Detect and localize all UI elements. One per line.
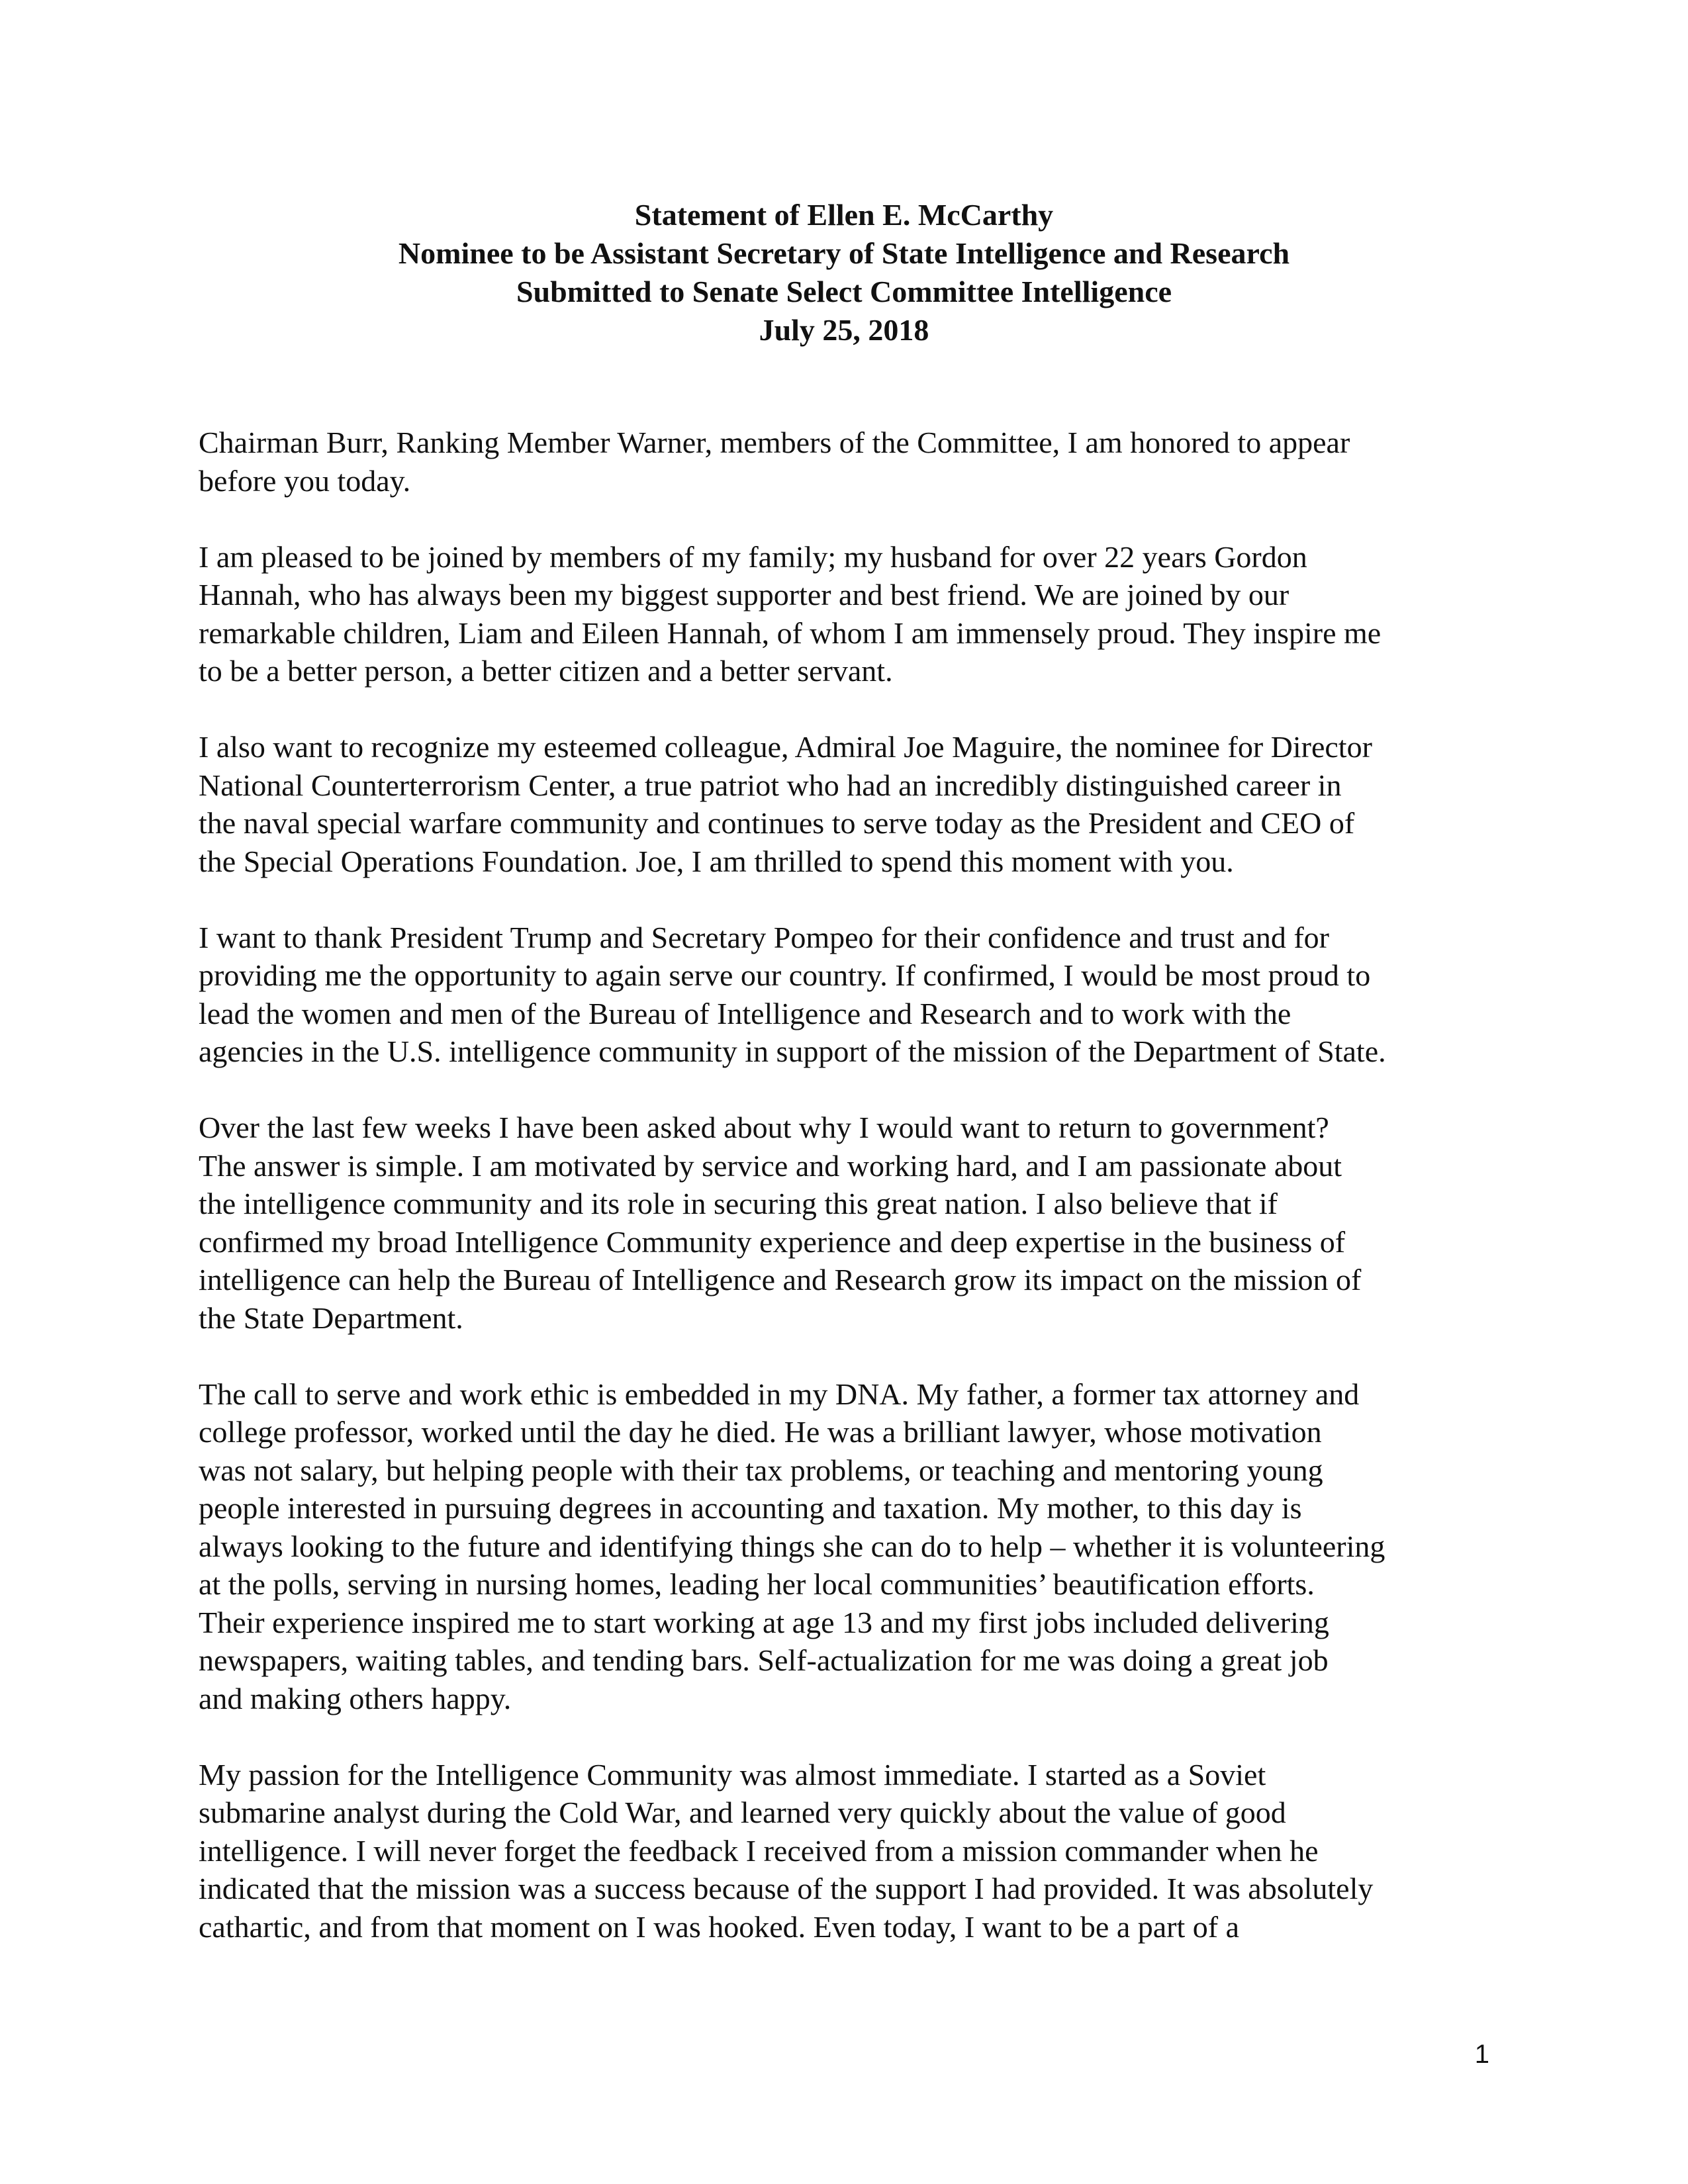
text-line: the intelligence community and its role in securing this great nation. I also believe that if	[199, 1187, 1278, 1220]
text-line: the Special Operations Foundation. Joe, I am thrilled to spend this moment with you.	[199, 844, 1234, 878]
text-line: remarkable children, Liam and Eileen Hannah, of whom I am immensely proud. They inspire me	[199, 615, 1382, 650]
text-line: Hannah, who has always been my biggest supporter and best friend. We are joined by our	[199, 578, 1289, 612]
text-line: intelligence. I will never forget the feedback I received from a mission commander when he	[199, 1833, 1319, 1868]
paragraph-work-ethic	[199, 1375, 1489, 1718]
text-line: I also want to recognize my esteemed colleague, Admiral Joe Maguire, the nominee for Director	[199, 730, 1372, 764]
paragraph-opening	[199, 424, 1489, 500]
text-line: indicated that the mission was a success because of the support I had provided. It was absolutely	[199, 1872, 1374, 1905]
header-title: Statement of Ellen E. McCarthy	[634, 198, 1054, 232]
text-line: The call to serve and work ethic is embedded in my DNA. My father, a former tax attorney and	[199, 1377, 1360, 1411]
text-line: people interested in pursuing degrees in accounting and taxation. My mother, to this day is	[199, 1491, 1302, 1525]
text-line: Chairman Burr, Ranking Member Warner, members of the Committee, I am honored to appear	[199, 426, 1350, 459]
text-line: always looking to the future and identifying things she can do to help – whether it is volunteering	[199, 1529, 1385, 1563]
paragraph-passion	[199, 1756, 1489, 1946]
text-line: before you today.	[199, 463, 411, 498]
text-line: the naval special warfare community and continues to serve today as the President and CEO of	[199, 806, 1355, 840]
text-line: and making others happy.	[199, 1681, 512, 1715]
paragraph-motivation	[199, 1109, 1489, 1337]
text-line: at the polls, serving in nursing homes, leading her local communities’ beautification efforts.	[199, 1567, 1315, 1601]
header-nominee-line: Nominee to be Assistant Secretary of State Intelligence and Research	[398, 236, 1290, 270]
page-number: 1	[1474, 2040, 1489, 2069]
text-line: lead the women and men of the Bureau of Intelligence and Research and to work with the	[199, 996, 1291, 1030]
text-line: providing me the opportunity to again serve our country. If confirmed, I would be most proud to	[199, 958, 1371, 992]
text-line: college professor, worked until the day he died. He was a brilliant lawyer, whose motivation	[199, 1415, 1322, 1449]
text-line: newspapers, waiting tables, and tending bars. Self-actualization for me was doing a great job	[199, 1643, 1329, 1677]
text-line: confirmed my broad Intelligence Community experience and deep expertise in the business of	[199, 1224, 1346, 1259]
text-line: agencies in the U.S. intelligence community in support of the mission of the Department of State.	[199, 1034, 1386, 1068]
paragraph-thanks	[199, 919, 1489, 1071]
text-line: National Counterterrorism Center, a true patriot who had an incredibly distinguished career in	[199, 768, 1342, 802]
text-line: I want to thank President Trump and Secretary Pompeo for their confidence and trust and for	[199, 920, 1329, 954]
statement-body	[199, 424, 1489, 1984]
statement-header	[199, 196, 1489, 349]
text-line: Over the last few weeks I have been asked about why I would want to return to government?	[199, 1111, 1329, 1144]
text-line: intelligence can help the Bureau of Intelligence and Research grow its impact on the mission of	[199, 1263, 1362, 1297]
text-line: My passion for the Intelligence Community was almost immediate. I started as a Soviet	[199, 1757, 1266, 1792]
header-date: July 25, 2018	[759, 313, 929, 347]
text-line: The answer is simple. I am motivated by service and working hard, and I am passionate about	[199, 1148, 1342, 1183]
text-line: I am pleased to be joined by members of my family; my husband for over 22 years Gordon	[199, 539, 1307, 574]
text-line: the State Department.	[199, 1300, 463, 1335]
text-line: cathartic, and from that moment on I was hooked. Even today, I want to be a part of a	[199, 1909, 1239, 1944]
text-line: to be a better person, a better citizen and a better servant.	[199, 654, 893, 688]
paragraph-family	[199, 538, 1489, 690]
text-line: Their experience inspired me to start working at age 13 and my first jobs included delivering	[199, 1605, 1329, 1639]
text-line: was not salary, but helping people with their tax problems, or teaching and mentoring young	[199, 1453, 1323, 1487]
text-line: submarine analyst during the Cold War, and learned very quickly about the value of good	[199, 1796, 1286, 1829]
header-submitted-line: Submitted to Senate Select Committee Intelligence	[516, 275, 1172, 308]
paragraph-colleague	[199, 728, 1489, 880]
